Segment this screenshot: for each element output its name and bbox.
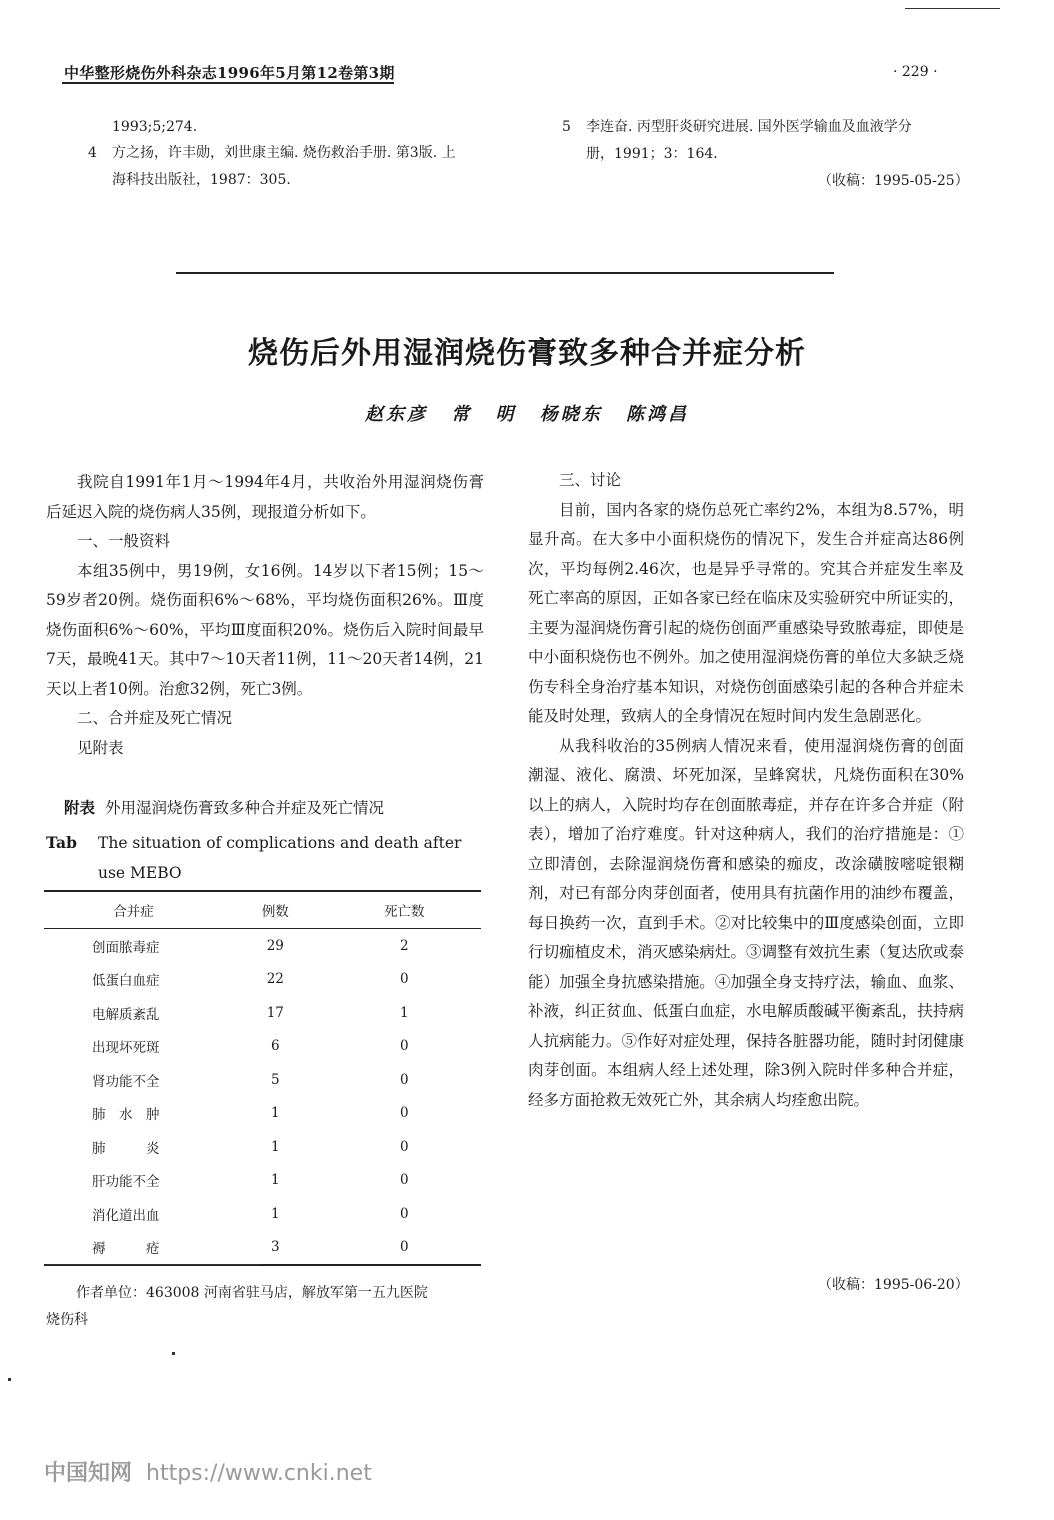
table-caption-en <box>46 828 486 888</box>
article-authors: 赵东彦 常 明 杨晓东 陈鸿昌 <box>364 404 690 425</box>
table-cell-cases: 22 <box>266 971 284 988</box>
section-1-body: 本组35例中，男19例，女16例。14岁以下者15例；15～59岁者20例。烧伤面积6%～68%，平均烧伤面积26%。Ⅲ度烧伤面积6%～60%，平均Ⅲ度面积20%。烧伤后入院时间最早7天，最晚41天。其中7～10天者11例，11～20天者14例，21天以上者10例。治愈32例，死亡3例。 <box>46 561 484 698</box>
top-edge-line <box>905 8 1000 9</box>
table-row <box>44 996 481 1030</box>
table-caption-en-line1: The situation of complications and death after <box>98 834 462 852</box>
table-cell-deaths: 0 <box>400 1239 409 1256</box>
table-row <box>44 1063 481 1097</box>
table-row <box>44 1197 481 1231</box>
received-date: （收稿：1995-06-20） <box>818 1277 969 1293</box>
table-cell-cases: 6 <box>271 1038 280 1055</box>
table-cell-complication: 出现坏死斑 <box>92 1040 160 1057</box>
table-cell-deaths: 0 <box>400 1071 409 1088</box>
table-cell-deaths: 0 <box>400 971 409 988</box>
table-cell-complication: 创面脓毒症 <box>92 939 160 956</box>
table-header-cases: 例数 <box>223 892 328 929</box>
table-caption-cn <box>64 796 484 818</box>
table-cell-deaths: 1 <box>400 1004 409 1021</box>
section-3-heading: 三、讨论 <box>559 471 622 489</box>
header-rule <box>62 82 394 84</box>
table-cell-cases: 1 <box>271 1205 280 1222</box>
table-cell-cases: 3 <box>271 1239 280 1256</box>
table-row <box>44 1231 481 1265</box>
table-cell-complication: 褥 疮 <box>92 1241 160 1258</box>
table-cell-complication: 肝功能不全 <box>92 1174 160 1191</box>
article-divider <box>176 272 834 274</box>
table-caption-en-label: Tab <box>46 833 77 852</box>
journal-header: 中华整形烧伤外科杂志1996年5月第12卷第3期 <box>64 64 395 82</box>
reference-4-line1: 方之扬，许丰勋，刘世康主编. 烧伤救治手册. 第3版. 上 <box>112 145 456 161</box>
table-cell-deaths: 0 <box>400 1205 409 1222</box>
table-row <box>44 1164 481 1198</box>
table-cell-deaths: 0 <box>400 1105 409 1122</box>
table-cell-complication: 肾功能不全 <box>92 1073 160 1090</box>
discussion-paragraph-1: 目前，国内各家的烧伤总死亡率约2%，本组为8.57%，明显升高。在大多中小面积烧伤的情况下，发生合并症高达86例次，平均每例2.46次，也是异乎寻常的。究其合并症发生率及死亡率高的原因，正如各家已经在临床及实验研究中所证实的，主要为湿润烧伤膏引起的烧伤创面严重感染导致脓毒症，即使是中小面积烧伤也不例外。加之使用湿润烧伤膏的单位大多缺乏烧伤专科全身治疗基本知识，对烧伤创面感染引起的各种合并症未能及时处理，致病人的全身情况在短时间内发生急剧恶化。 <box>528 500 964 725</box>
reference-4-number: 4 <box>88 145 97 161</box>
table-cell-deaths: 0 <box>400 1138 409 1155</box>
table-cell-deaths: 2 <box>400 937 409 954</box>
cnki-watermark <box>44 1456 372 1487</box>
table-cell-complication: 消化道出血 <box>92 1207 160 1224</box>
table-cell-cases: 29 <box>266 937 284 954</box>
complications-table <box>44 890 481 1266</box>
section-2-body: 见附表 <box>77 738 124 757</box>
watermark-brand: 中国知网 <box>44 1461 133 1486</box>
author-affiliation <box>46 1280 486 1334</box>
page-number: · 229 · <box>893 64 938 80</box>
table-cell-cases: 5 <box>271 1071 280 1088</box>
reference-continuation: 1993;5;274. <box>112 119 198 135</box>
reference-5-number: 5 <box>562 119 571 135</box>
table-cell-cases: 1 <box>271 1172 280 1189</box>
table-cell-complication: 肺 炎 <box>92 1140 160 1157</box>
affiliation-line1: 作者单位：463008 河南省驻马店，解放军第一五九医院 <box>76 1285 428 1301</box>
table-row <box>44 1130 481 1164</box>
table-cell-complication: 低蛋白血症 <box>92 973 160 990</box>
table-header-complication: 合并症 <box>44 892 223 929</box>
table-cell-cases: 1 <box>271 1105 280 1122</box>
left-column <box>46 468 484 763</box>
table-row <box>44 963 481 997</box>
scan-speck <box>172 1352 175 1355</box>
section-2-heading: 二、合并症及死亡情况 <box>77 709 233 727</box>
table-cell-complication: 电解质紊乱 <box>92 1006 160 1023</box>
table-row <box>44 1097 481 1131</box>
table-row <box>44 1030 481 1064</box>
section-1-heading: 一、一般资料 <box>77 532 171 550</box>
reference-5-line2: 册，1991；3：164. <box>586 146 718 162</box>
watermark-url: https://www.cnki.net <box>146 1461 372 1486</box>
table-cell-deaths: 0 <box>400 1038 409 1055</box>
received-date-previous: （收稿：1995-05-25） <box>818 173 969 189</box>
intro-paragraph: 我院自1991年1月～1994年4月，共收治外用湿润烧伤膏后延迟入院的烧伤病人35例，现报道分析如下。 <box>46 473 484 521</box>
table-caption-cn-label: 附表 <box>64 798 96 817</box>
scan-speck <box>8 1378 11 1381</box>
table-cell-complication: 肺 水 肿 <box>92 1107 160 1124</box>
table-header-row <box>44 892 481 929</box>
discussion-paragraph-2: 从我科收治的35例病人情况来看，使用湿润烧伤膏的创面潮湿、液化、腐溃、坏死加深，呈蜂窝状，凡烧伤面积在30%以上的病人，入院时均存在创面脓毒症，并存在许多合并症（附表），增加了治疗难度。针对这种病人，我们的治疗措施是：①立即清创，去除湿润烧伤膏和感染的痂皮，改涂磺胺嘧啶银糊剂，对已有部分肉芽创面者，使用具有抗菌作用的油纱布覆盖，每日换药一次，直到手术。②对比较集中的Ⅲ度感染创面，立即行切痂植皮术，消灭感染病灶。③调整有效抗生素（复达欣或泰能）加强全身抗感染措施。④加强全身支持疗法，输血、血浆、补液，纠正贫血、低蛋白血症，水电解质酸碱平衡紊乱，扶持病人抗病能力。⑤作好对症处理，保持各脏器功能，随时封闭健康肉芽创面。本组病人经上述处理，除3例入院时伴多种合并症，经多方面抢救无效死亡外，其余病人均痊愈出院。 <box>528 736 964 1109</box>
affiliation-line2: 烧伤科 <box>46 1312 88 1328</box>
table-cell-cases: 1 <box>271 1138 280 1155</box>
table-caption-cn-text: 外用湿润烧伤膏致多种合并症及死亡情况 <box>105 799 385 817</box>
table-caption-en-line2: use MEBO <box>98 864 182 882</box>
table-header-deaths: 死亡数 <box>328 892 481 929</box>
table-row <box>44 929 481 963</box>
article-title: 烧伤后外用湿润烧伤膏致多种合并症分析 <box>248 336 806 371</box>
reference-5-line1: 李连奋. 丙型肝炎研究进展. 国外医学输血及血液学分 <box>586 119 912 135</box>
reference-4-line2: 海科技出版社，1987：305. <box>112 172 291 188</box>
table-cell-deaths: 0 <box>400 1172 409 1189</box>
right-column <box>528 466 964 1115</box>
footnote-rule <box>46 1264 260 1265</box>
table-cell-cases: 17 <box>266 1004 284 1021</box>
